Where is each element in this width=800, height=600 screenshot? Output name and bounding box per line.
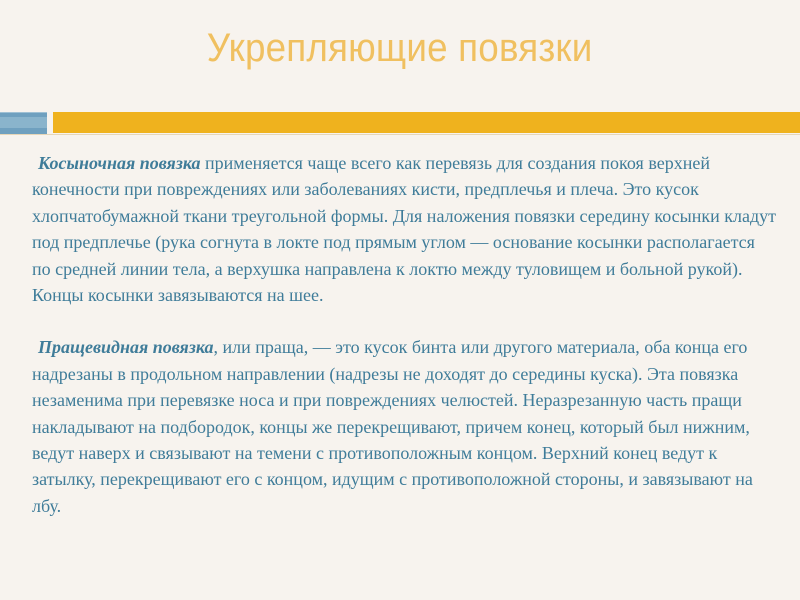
paragraph-kosynochnaya xyxy=(32,150,777,308)
slide-title: Укрепляющие повязки xyxy=(207,26,593,70)
paragraph-text: , или праща, — это кусок бинта или другого материала, оба конца его надрезаны в продольном направлении (надрезы не доходят до середины куска). Эта повязка незаменима при перевязке носа и при повреждениях челюстей. Неразрезанную часть пращи накладывают на подбородок, концы же перекрещивают, причем конец, который был нижним, ведут наверх и связывают на темени с противоположным концом. Верхний конец ведут к затылку, перекрещивают его с концом, идущим с противоположной стороны, и завязывают на лбу. xyxy=(32,337,753,516)
decorative-bar-accent xyxy=(53,112,800,133)
paragraph-prashchevidnaya xyxy=(32,334,777,519)
paragraph-text: применяется чаще всего как перевязь для создания покоя верхней конечности при повреждениях или заболеваниях кисти, предплечья и плеча. Это кусок хлопчатобумажной ткани треугольной формы. Для наложения повязки середину косынки кладут под предплечье (рука согнута в локте под прямым углом — основание косынки располагается по средней линии тела, а верхушка направлена к локтю между туловищем и больной рукой). Концы косынки завязываются на шее. xyxy=(32,153,777,306)
divider xyxy=(0,134,800,135)
decorative-bar-left-stripe xyxy=(0,117,47,128)
term-prashchevidnaya: Пращевидная повязка xyxy=(38,337,214,358)
slide-body xyxy=(32,150,777,519)
term-kosynochnaya: Косыночная повязка xyxy=(38,153,201,173)
